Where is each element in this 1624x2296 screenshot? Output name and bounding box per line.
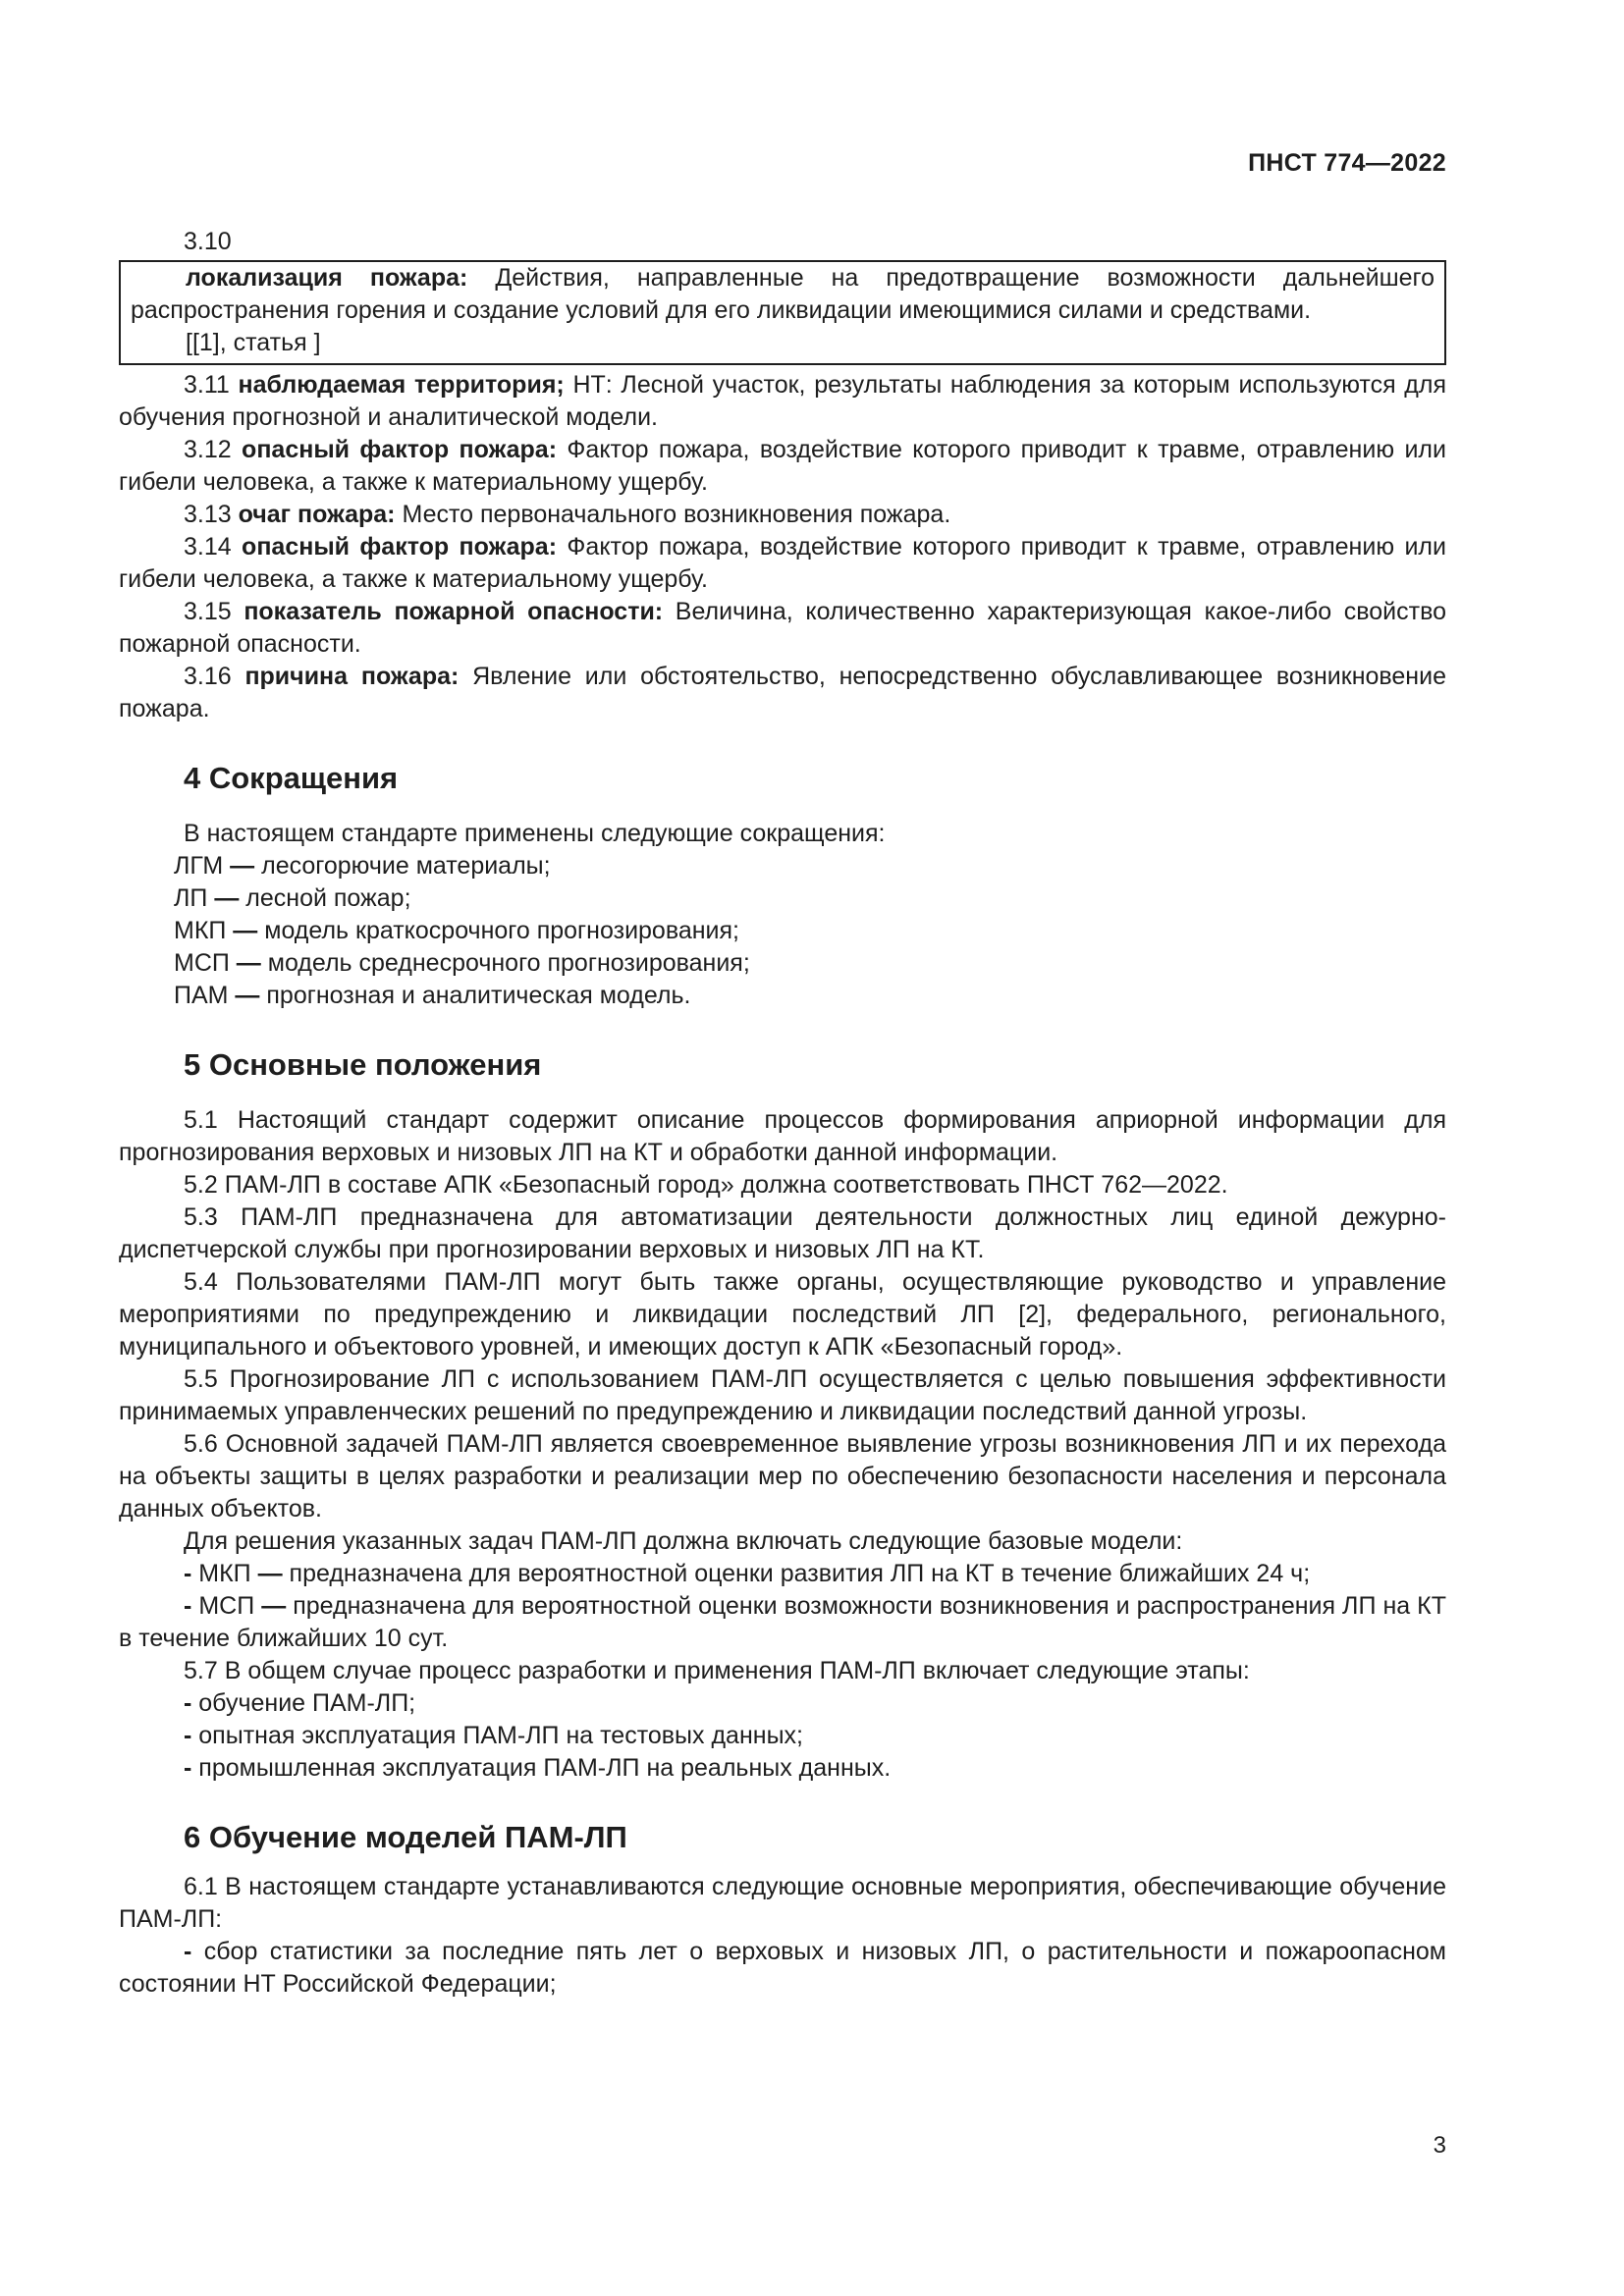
abbreviation: ПАМ	[174, 982, 229, 1009]
model-item-msp	[119, 1590, 1446, 1655]
paragraph-5-5: 5.5 Прогнозирование ЛП с использованием ПАМ-ЛП осуществляется с целью повышения эффективности принимаемых управленческих решений по предупреждению и ликвидации последствий данной угрозы.	[119, 1365, 1446, 1425]
list-dash: -	[184, 1689, 199, 1717]
paragraph-6-1: 6.1 В настоящем стандарте устанавливаются следующие основные мероприятия, обеспечивающие обучение ПАМ-ЛП:	[119, 1873, 1446, 1933]
abbreviation-item	[119, 947, 1446, 980]
term-name: причина пожара:	[244, 663, 460, 690]
em-dash: —	[228, 982, 267, 1009]
term-name: опасный фактор пожара:	[242, 533, 558, 561]
term-3-12	[119, 434, 1446, 499]
paragraph-5-4: 5.4 Пользователями ПАМ-ЛП могут быть также органы, осуществляющие руководство и управление мероприятиями по предупреждению и ликвидации последствий ЛП [2], федерального, регионального, муниципального и объектового уровней, и имеющих доступ к АПК «Безопасный город».	[119, 1268, 1446, 1361]
list-dash: -	[184, 1938, 204, 1965]
page-number: 3	[1433, 2132, 1446, 2159]
abbreviation-item	[119, 980, 1446, 1012]
term-number-3-10: 3.10	[184, 228, 232, 255]
term-number: 3.11	[184, 371, 239, 399]
term-definition: Величина, количественно характеризующая какое-либо свойство пожарной опасности.	[119, 598, 1446, 658]
section-6-heading: 6 Обучение моделей ПАМ-ЛП	[184, 1820, 627, 1854]
abbreviation-meaning: прогнозная и аналитическая модель.	[266, 982, 691, 1009]
em-dash: —	[229, 949, 268, 977]
term-3-13	[119, 499, 1446, 531]
list-dash: -	[184, 1560, 199, 1587]
abbreviation: МКП	[174, 917, 227, 944]
stage-item	[119, 1752, 1446, 1785]
term-number: 3.16	[184, 663, 245, 690]
term-number: 3.12	[184, 436, 243, 463]
measure-item	[119, 1936, 1446, 2001]
paragraph-5-7: 5.7 В общем случае процесс разработки и применения ПАМ-ЛП включает следующие этапы:	[184, 1657, 1250, 1684]
em-dash: —	[254, 1592, 294, 1620]
term-name: очаг пожара:	[238, 501, 396, 528]
stage-text: опытная эксплуатация ПАМ-ЛП на тестовых данных;	[198, 1722, 803, 1749]
list-dash: -	[184, 1754, 199, 1782]
stage-item	[119, 1720, 1446, 1752]
abbreviation: ЛП	[174, 884, 208, 912]
term-definition: Фактор пожара, воздействие которого приводит к травме, отравлению или гибели человека, а также к материальному ущербу.	[119, 436, 1446, 496]
model-item-mkp	[119, 1558, 1446, 1590]
model-name: МКП	[198, 1560, 251, 1587]
term-3-14	[119, 531, 1446, 596]
abbreviation-item	[119, 882, 1446, 915]
term-number: 3.13	[184, 501, 239, 528]
page-content	[119, 226, 1446, 2001]
term-number: 3.14	[184, 533, 243, 561]
term-definition: Явление или обстоятельство, непосредственно обуславливающее возникновение пожара.	[119, 663, 1446, 722]
paragraph-5-6: 5.6 Основной задачей ПАМ-ЛП является своевременное выявление угрозы возникновения ЛП и их перехода на объекты защиты в целях разработки и реализации мер по обеспечению безопасности населения и персонала данных объектов.	[119, 1430, 1446, 1522]
term-definition: Фактор пожара, воздействие которого приводит к травме, отравлению или гибели человека, а также к материальному ущербу.	[119, 533, 1446, 593]
stage-text: промышленная эксплуатация ПАМ-ЛП на реальных данных.	[198, 1754, 892, 1782]
list-dash: -	[184, 1592, 199, 1620]
abbreviation: МСП	[174, 949, 230, 977]
stage-text: обучение ПАМ-ЛП;	[198, 1689, 416, 1717]
abbreviation-meaning: лесной пожар;	[245, 884, 411, 912]
term-3-10	[131, 262, 1435, 327]
abbreviation-item	[119, 915, 1446, 947]
em-dash: —	[250, 1560, 290, 1587]
term-name: наблюдаемая территория;	[238, 371, 565, 399]
abbreviation-meaning: модель среднесрочного прогнозирования;	[267, 949, 750, 977]
section-5-heading: 5 Основные положения	[184, 1047, 542, 1082]
paragraph-5-1: 5.1 Настоящий стандарт содержит описание процессов формирования априорной информации для прогнозирования верховых и низовых ЛП на КТ и обработки данной информации.	[119, 1106, 1446, 1166]
list-dash: -	[184, 1722, 199, 1749]
section-4-heading: 4 Сокращения	[184, 761, 399, 795]
term-definition: НТ: Лесной участок, результаты наблюдения за которым используются для обучения прогнозной и аналитической модели.	[119, 371, 1447, 431]
abbreviations-intro: В настоящем стандарте применены следующие сокращения:	[184, 820, 886, 847]
term-3-16	[119, 661, 1446, 725]
term-name: показатель пожарной опасности:	[244, 598, 664, 625]
paragraph-5-3: 5.3 ПАМ-ЛП предназначена для автоматизации деятельности должностных лиц единой дежурно-диспетчерской службы при прогнозировании верховых и низовых ЛП на КТ.	[119, 1203, 1446, 1263]
paragraph-models-intro: Для решения указанных задач ПАМ-ЛП должна включать следующие базовые модели:	[184, 1527, 1183, 1555]
term-name: опасный фактор пожара:	[242, 436, 558, 463]
boxed-term-definition	[119, 260, 1446, 365]
em-dash: —	[226, 917, 265, 944]
abbreviation-meaning: модель краткосрочного прогнозирования;	[264, 917, 739, 944]
term-3-15	[119, 596, 1446, 661]
em-dash: —	[223, 852, 262, 880]
measure-text: сбор статистики за последние пять лет о верховых и низовых ЛП, о растительности и пожароопасном состоянии НТ Российской Федерации;	[119, 1938, 1446, 1998]
abbreviation-meaning: лесогорючие материалы;	[261, 852, 551, 880]
term-name: локализация пожара:	[186, 264, 468, 292]
abbreviation-item	[119, 850, 1446, 882]
term-3-11	[119, 369, 1446, 434]
term-definition: Место первоначального возникновения пожара.	[395, 501, 951, 528]
model-description: предназначена для вероятностной оценки развития ЛП на КТ в течение ближайших 24 ч;	[289, 1560, 1311, 1587]
stage-item	[119, 1687, 1446, 1720]
model-name: МСП	[198, 1592, 255, 1620]
em-dash: —	[207, 884, 246, 912]
document-code: ПНСТ 774—2022	[1248, 149, 1446, 177]
term-reference: [[1], статья ]	[186, 329, 321, 356]
term-definition: Действия, направленные на предотвращение возможности дальнейшего распространения горения и создание условий для его ликвидации имеющимися силами и средствами.	[131, 264, 1435, 324]
model-description: предназначена для вероятностной оценки возможности возникновения и распространения ЛП на КТ в течение ближайших 10 сут.	[119, 1592, 1446, 1652]
paragraph-5-2: 5.2 ПАМ-ЛП в составе АПК «Безопасный город» должна соответствовать ПНСТ 762—2022.	[184, 1171, 1228, 1199]
term-number: 3.15	[184, 598, 244, 625]
abbreviations-list	[119, 850, 1446, 1012]
abbreviation: ЛГМ	[174, 852, 224, 880]
